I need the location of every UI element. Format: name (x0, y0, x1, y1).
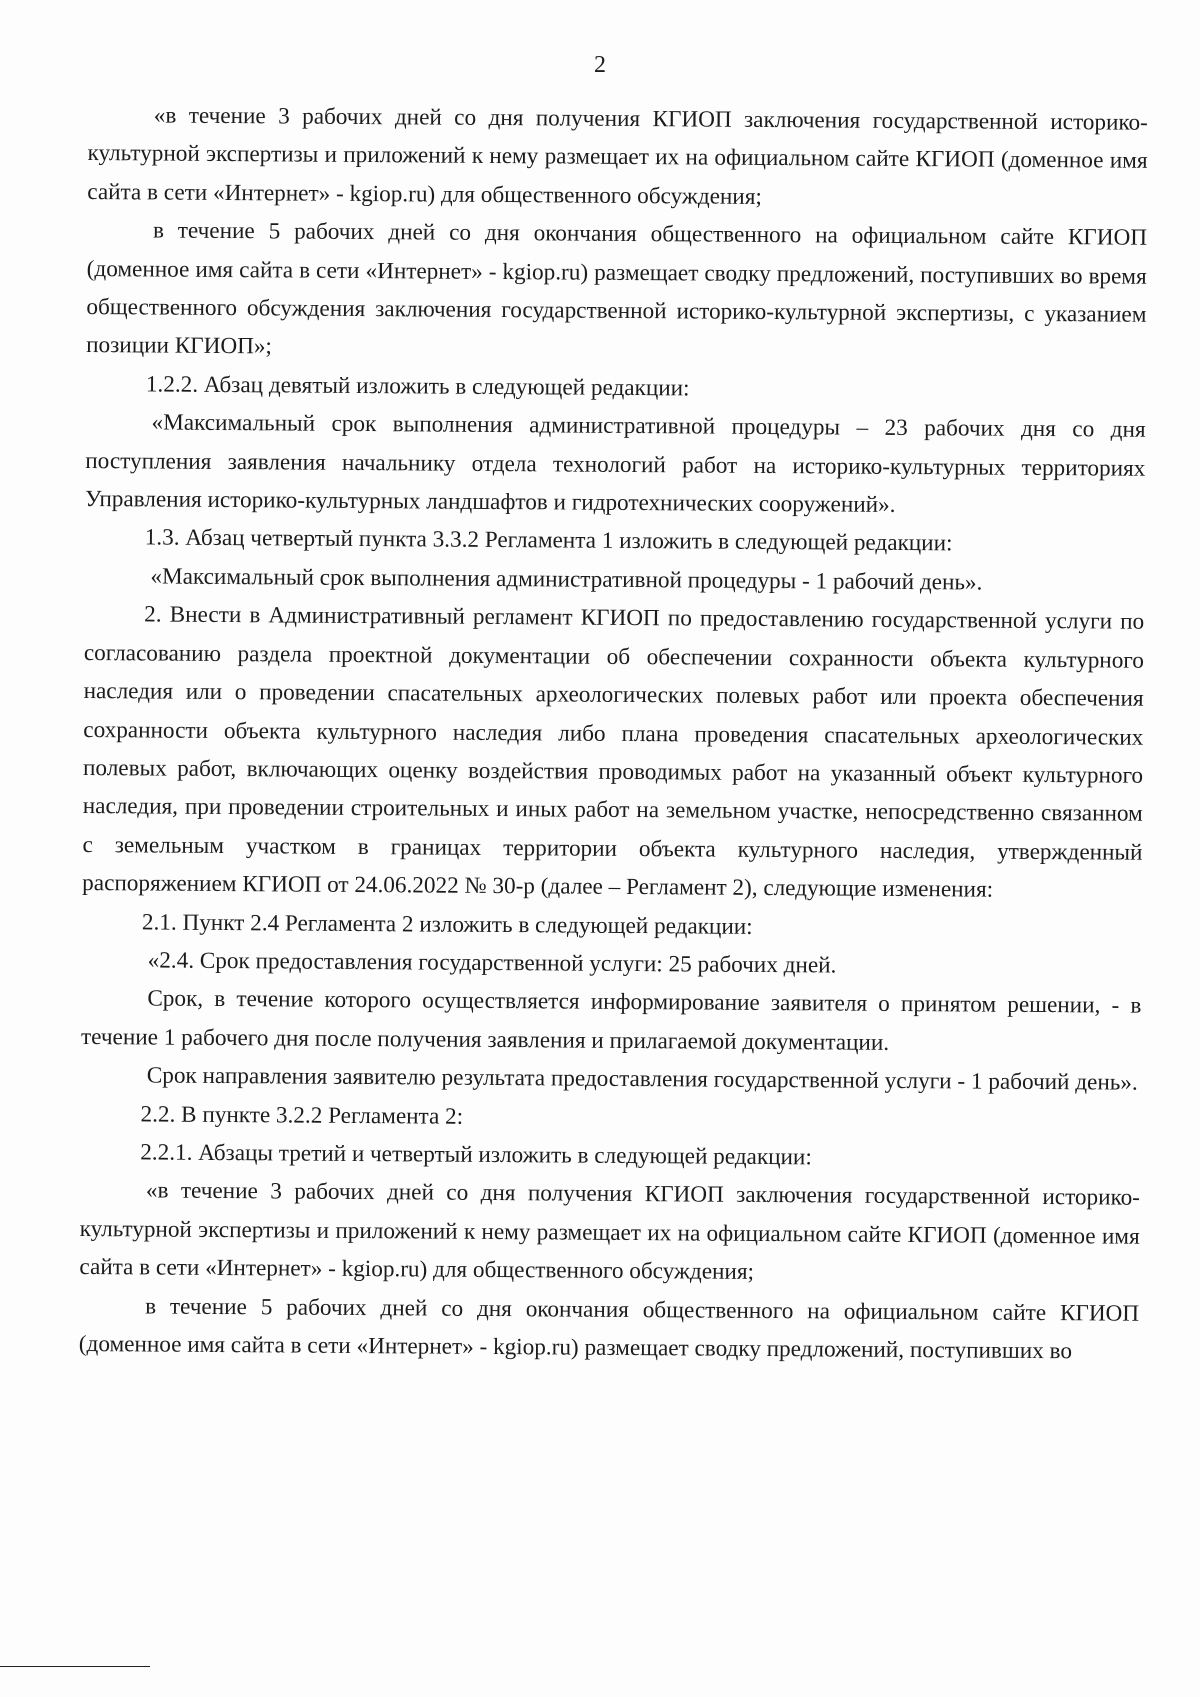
paragraph-public-discussion-1: «в течение 3 рабочих дней со дня получения КГИОП заключения государственной историко-культурной экспертизы и приложений к нему размещает их на официальном сайте КГИОП (доменное имя сайта в сети «Интернет» - kgiop.ru) для общественного обсуждения; (87, 102, 1148, 210)
paragraph-proposals-summary-1: в течение 5 рабочих дней со дня окончания общественного на официальном сайте КГИОП (доменное имя сайта в сети «Интернет» - kgiop.ru) размещает сводку предложений, поступивших во время общественного обсуждения заключения государственной историко-культурной экспертизы, с указанием позиции КГИОП»; (86, 217, 1148, 360)
paragraph-clause-1-2-2: 1.2.2. Абзац девятый изложить в следующей редакции: (145, 371, 690, 402)
paragraph-max-term-1-day: «Максимальный срок выполнения административной процедуры - 1 рабочий день». (150, 563, 983, 596)
footnote-divider (0, 1666, 150, 1667)
paragraph-clause-2-4-term: «2.4. Срок предоставления государственной услуги: 25 рабочих дней. (147, 947, 837, 979)
paragraph-result-delivery-term: Срок направления заявителю результата предоставления государственной услуги - 1 рабочий день». (146, 1062, 1138, 1096)
paragraph-informing-term: Срок, в течение которого осуществляется информирование заявителя о принятом решении, - в течение 1 рабочего дня после получения заявления и прилагаемой документации. (81, 985, 1142, 1056)
document-body (79, 96, 1148, 1371)
paragraph-max-term-23-days: «Максимальный срок выполнения административной процедуры – 23 рабочих дня со дня поступления заявления начальнику отдела технологий работ на историко-культурных территориях Управления историко-культурных ландшафтов и гидротехнических сооружений». (84, 409, 1146, 518)
paragraph-clause-1-3: 1.3. Абзац четвертый пункта 3.3.2 Регламента 1 изложить в следующей редакции: (144, 524, 953, 557)
page-number: 2 (594, 52, 606, 78)
paragraph-clause-2-1: 2.1. Пункт 2.4 Регламента 2 изложить в следующей редакции: (141, 908, 753, 940)
paragraph-clause-2-2: 2.2. В пункте 3.2.2 Регламента 2: (140, 1100, 464, 1130)
paragraph-public-discussion-2: «в течение 3 рабочих дней со дня получения КГИОП заключения государственной историко-культурной экспертизы и приложений к нему размещает их на официальном сайте КГИОП (доменное имя сайта в сети «Интернет» - kgiop.ru) для общественного обсуждения; (79, 1177, 1141, 1286)
paragraph-clause-2-2-1: 2.2.1. Абзацы третий и четвертый изложить в следующей редакции: (140, 1139, 812, 1171)
paragraph-clause-2: 2. Внести в Административный регламент КГИОП по предоставлению государственной услуги по согласованию раздела проектной документации об обеспечении сохранности объекта культурного наследия или о проведении спасательных археологических полевых работ или проекта обеспечения сохранности объекта культурного наследия либо плана проведения спасательных археологических полевых работ, включающих оценку воздействия проводимых работ на указанный объект культурного наследия, при проведении строительных и иных работ на земельном участке, непосредственно связанном с земельным участком в границах территории объекта культурного наследия, утвержденный распоряжением КГИОП от 24.06.2022 № 30-р (далее – Регламент 2), следующие изменения: (82, 601, 1145, 903)
paragraph-proposals-summary-2: в течение 5 рабочих дней со дня окончания общественного на официальном сайте КГИОП (доменное имя сайта в сети «Интернет» - kgiop.ru) размещает сводку предложений, поступивших во (78, 1293, 1140, 1365)
